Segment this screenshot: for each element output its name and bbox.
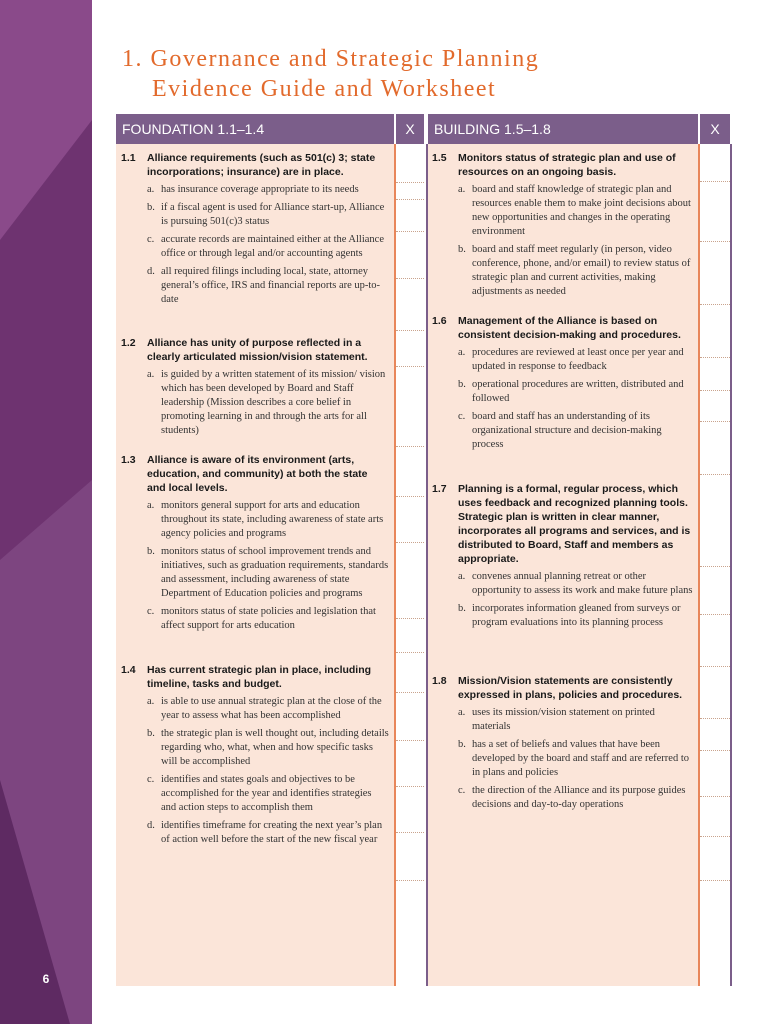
check-row-separator — [700, 390, 730, 391]
list-item — [432, 602, 694, 630]
item-letter: c. — [147, 774, 155, 785]
section-number: 1.4 — [121, 664, 136, 676]
section-number: 1.7 — [432, 483, 447, 495]
item-letter: c. — [458, 411, 466, 422]
item-text: the direction of the Alliance and its purpose guides decisions and day-to-day operations — [472, 785, 686, 810]
list-item — [432, 706, 694, 734]
item-text: all required filings including local, state, attorney general’s office, IRS and financial reports are up-to-date — [161, 266, 381, 305]
building-x-header: X — [700, 114, 730, 144]
item-letter: b. — [147, 202, 155, 213]
item-text: board and staff has an understanding of its organizational structure and decision-making process — [472, 411, 662, 450]
item-letter: d. — [147, 820, 155, 831]
section-title: Has current strategic plan in place, including timeline, tasks and budget. — [147, 664, 372, 690]
list-item — [121, 183, 389, 197]
check-row-separator — [700, 880, 730, 881]
section-heading — [432, 151, 694, 179]
list-item — [121, 727, 389, 769]
check-row-separator — [396, 231, 424, 232]
sidebar-shapes — [0, 0, 92, 1024]
item-letter: c. — [147, 606, 155, 617]
list-item — [432, 378, 694, 406]
item-text: the strategic plan is well thought out, including details regarding who, what, when and how specific tasks will be accomplished — [161, 728, 389, 767]
check-row-separator — [396, 542, 424, 543]
list-item — [432, 410, 694, 452]
check-row-separator — [396, 278, 424, 279]
section-number: 1.6 — [432, 315, 447, 327]
list-item — [432, 738, 694, 780]
item-text: procedures are reviewed at least once per year and updated in response to feedback — [472, 347, 684, 372]
page-title — [122, 44, 539, 104]
section-1-3 — [121, 453, 389, 637]
section-1-6 — [432, 314, 694, 456]
item-text: if a fiscal agent is used for Alliance start-up, Alliance is pursuing 501(c)3 status — [161, 202, 385, 227]
check-row-separator — [700, 357, 730, 358]
item-text: has a set of beliefs and values that have been developed by the board and staff and are referred to in plans and policies — [472, 739, 689, 778]
section-1-5 — [432, 151, 694, 303]
check-row-separator — [700, 474, 730, 475]
item-text: identifies timeframe for creating the next year’s plan of action well before the start of the new fiscal year — [161, 820, 383, 845]
section-number: 1.8 — [432, 675, 447, 687]
list-item — [121, 201, 389, 229]
section-heading — [121, 453, 389, 495]
item-text: monitors general support for arts and education throughout its state, including awareness of state arts agency policies and programs — [161, 500, 384, 539]
section-heading — [121, 663, 389, 691]
item-text: incorporates information gleaned from surveys or program evaluations into its planning process — [472, 603, 681, 628]
item-text: is guided by a written statement of its mission/ vision which has been developed by Board and Staff leadership (Mission describes a core belief in promoting learning in and through the arts for all students) — [161, 369, 386, 436]
list-item — [432, 243, 694, 299]
check-row-separator — [396, 199, 424, 200]
section-title: Alliance has unity of purpose reflected in a clearly articulated mission/vision statement. — [147, 337, 368, 363]
list-item — [432, 183, 694, 239]
check-row-separator — [700, 304, 730, 305]
item-text: board and staff knowledge of strategic plan and resources enable them to make joint decisions about new opportunities and changes in the operating environment — [472, 184, 691, 237]
item-text: monitors status of school improvement trends and initiatives, such as graduation requirements, standards and assessment, including awareness of state Department of Education policies and programs — [161, 546, 389, 599]
page-title-line-2: Evidence Guide and Worksheet — [152, 76, 497, 102]
list-item — [121, 233, 389, 261]
check-row-separator — [700, 666, 730, 667]
section-number: 1.1 — [121, 152, 136, 164]
list-item — [121, 773, 389, 815]
section-heading — [121, 336, 389, 364]
item-letter: b. — [147, 728, 155, 739]
item-letter: c. — [147, 234, 155, 245]
list-item — [121, 499, 389, 541]
check-row-separator — [396, 330, 424, 331]
item-letter: d. — [147, 266, 155, 277]
section-1-8 — [432, 674, 694, 816]
section-number: 1.2 — [121, 337, 136, 349]
list-item — [121, 819, 389, 847]
section-heading — [432, 482, 694, 566]
list-item — [121, 545, 389, 601]
section-title: Mission/Vision statements are consistently expressed in plans, policies and procedures. — [458, 675, 683, 701]
check-row-separator — [700, 614, 730, 615]
item-text: convenes annual planning retreat or other opportunity to assess its work and make future plans — [472, 571, 693, 596]
check-row-separator — [700, 241, 730, 242]
check-row-separator — [396, 740, 424, 741]
list-item — [432, 570, 694, 598]
item-text: uses its mission/vision statement on printed materials — [472, 707, 655, 732]
check-row-separator — [396, 880, 424, 881]
item-letter: a. — [458, 347, 466, 358]
item-text: is able to use annual strategic plan at the close of the year to assess what has been accomplished — [161, 696, 382, 721]
list-item — [121, 695, 389, 723]
item-letter: a. — [147, 369, 155, 380]
item-text: operational procedures are written, distributed and followed — [472, 379, 684, 404]
section-heading — [432, 314, 694, 342]
page-number: 6 — [42, 972, 50, 986]
section-title: Monitors status of strategic plan and use of resources on an ongoing basis. — [458, 152, 676, 178]
check-row-separator — [396, 832, 424, 833]
item-text: board and staff meet regularly (in person, video conference, phone, and/or email) to review status of strategic plan and current activities, making adjustments as needed — [472, 244, 691, 297]
item-letter: a. — [458, 571, 466, 582]
page-title-line-1: 1. Governance and Strategic Planning — [122, 46, 540, 72]
list-item — [121, 265, 389, 307]
item-letter: b. — [458, 603, 466, 614]
item-letter: a. — [147, 500, 155, 511]
item-text: monitors status of state policies and legislation that affect support for arts education — [161, 606, 376, 631]
section-heading — [432, 674, 694, 702]
check-row-separator — [396, 496, 424, 497]
building-check-column[interactable] — [698, 144, 732, 986]
check-row-separator — [396, 366, 424, 367]
section-number: 1.5 — [432, 152, 447, 164]
decorative-sidebar — [0, 0, 92, 1024]
check-row-separator — [700, 796, 730, 797]
item-text: accurate records are maintained either at the Alliance office or through legal and/or accounting agents — [161, 234, 385, 259]
item-letter: b. — [458, 244, 466, 255]
check-row-separator — [396, 618, 424, 619]
check-row-separator — [700, 718, 730, 719]
check-row-separator — [396, 652, 424, 653]
foundation-x-header: X — [396, 114, 424, 144]
item-letter: b. — [458, 379, 466, 390]
section-number: 1.3 — [121, 454, 136, 466]
item-letter: a. — [458, 707, 466, 718]
item-letter: a. — [458, 184, 466, 195]
building-header: BUILDING 1.5–1.8 — [428, 114, 698, 144]
check-row-separator — [700, 836, 730, 837]
section-title: Alliance is aware of its environment (arts, education, and community) at both the state and local levels. — [147, 454, 368, 494]
foundation-header: FOUNDATION 1.1–1.4 — [116, 114, 394, 144]
list-item — [432, 346, 694, 374]
check-row-separator — [700, 421, 730, 422]
check-row-separator — [396, 692, 424, 693]
check-row-separator — [396, 446, 424, 447]
item-letter: b. — [458, 739, 466, 750]
section-title: Planning is a formal, regular process, which uses feedback and recognized planning tools. Strategic plan is written in clear manner, incorporates all programs and services, and is distributed to Board, Staff and members as appropriate. — [458, 483, 691, 565]
item-text: identifies and states goals and objectives to be accomplished for the year and identifies strategies and action steps to accomplish them — [161, 774, 372, 813]
check-row-separator — [700, 566, 730, 567]
item-letter: c. — [458, 785, 466, 796]
list-item — [121, 605, 389, 633]
section-1-7 — [432, 482, 694, 634]
item-letter: a. — [147, 696, 155, 707]
section-1-4 — [121, 663, 389, 851]
section-title: Management of the Alliance is based on consistent decision-making and procedures. — [458, 315, 681, 341]
section-heading — [121, 151, 389, 179]
section-1-2 — [121, 336, 389, 442]
item-text: has insurance coverage appropriate to its needs — [161, 184, 359, 195]
section-title: Alliance requirements (such as 501(c) 3; state incorporations; insurance) are in place. — [147, 152, 376, 178]
item-letter: a. — [147, 184, 155, 195]
list-item — [432, 784, 694, 812]
check-row-separator — [396, 182, 424, 183]
check-row-separator — [700, 181, 730, 182]
foundation-check-column[interactable] — [394, 144, 428, 986]
check-row-separator — [700, 750, 730, 751]
list-item — [121, 368, 389, 438]
section-1-1 — [121, 151, 389, 311]
check-row-separator — [396, 786, 424, 787]
item-letter: b. — [147, 546, 155, 557]
